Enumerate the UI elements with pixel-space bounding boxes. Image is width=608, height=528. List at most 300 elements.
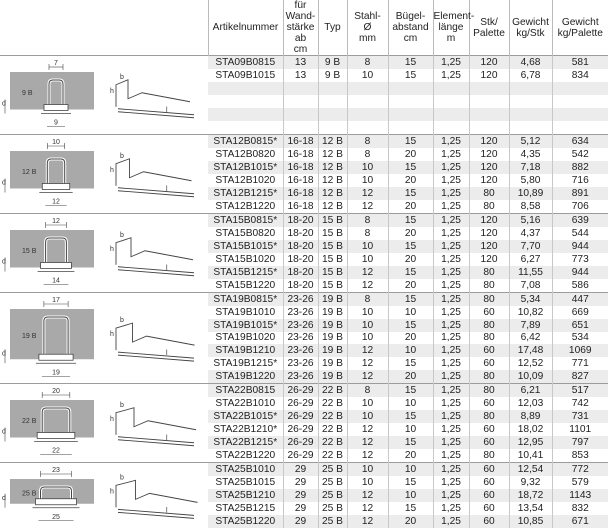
cell-gewicht-stk: 18,72 [509, 489, 552, 502]
cell-stahl: 10 [347, 240, 388, 253]
cell-artikelnummer: STA22B1215* [208, 436, 283, 449]
cell-elementlaenge [433, 108, 469, 121]
b-label: b [120, 74, 124, 81]
cell-gewicht-palette: 771 [552, 357, 608, 370]
cell-artikelnummer: STA12B1015* [208, 161, 283, 174]
cell-artikelnummer: STA15B0815* [208, 214, 283, 228]
cell-buegelabstand: 15 [388, 69, 433, 82]
cell-typ: 9 B [318, 56, 347, 70]
h-label: h [110, 167, 114, 174]
l-label: l [166, 350, 168, 357]
cell-stk-palette: 60 [469, 502, 509, 515]
b-label: b [120, 153, 124, 160]
header-perspective-spacer [104, 0, 208, 56]
cell-wandstaerke: 23-26 [283, 344, 318, 357]
rail-perspective [118, 188, 194, 194]
cell-stk-palette: 80 [469, 449, 509, 463]
cell-stahl: 12 [347, 266, 388, 279]
h-label: h [110, 416, 114, 423]
cell-gewicht-stk: 12,52 [509, 357, 552, 370]
bottom-dimension-label: 9 [54, 120, 58, 127]
cell-gewicht-palette: 517 [552, 384, 608, 398]
cell-stahl: 10 [347, 174, 388, 187]
cell-stahl: 8 [347, 384, 388, 398]
cell-stahl: 10 [347, 306, 388, 319]
cell-elementlaenge: 1,25 [433, 69, 469, 82]
cell-stahl: 8 [347, 135, 388, 149]
rail-perspective [118, 109, 194, 115]
header-stahl: Stahl- Ø mm [347, 0, 388, 56]
cell-elementlaenge: 1,25 [433, 293, 469, 306]
cell-stahl: 10 [347, 253, 388, 266]
cell-wandstaerke: 23-26 [283, 370, 318, 383]
d-label: d [2, 350, 6, 357]
cell-typ: 12 B [318, 187, 347, 200]
cell-artikelnummer: STA25B1010 [208, 463, 283, 477]
cell-stahl: 12 [347, 279, 388, 293]
cell-buegelabstand [388, 121, 433, 135]
cell-buegelabstand: 20 [388, 148, 433, 161]
cell-stk-palette: 80 [469, 200, 509, 214]
cell-wandstaerke: 13 [283, 56, 318, 70]
cell-buegelabstand: 10 [388, 489, 433, 502]
cell-stk-palette: 80 [469, 319, 509, 332]
cell-gewicht-stk: 10,09 [509, 370, 552, 383]
cell-buegelabstand: 20 [388, 515, 433, 528]
cell-buegelabstand: 15 [388, 384, 433, 398]
cell-elementlaenge: 1,25 [433, 410, 469, 423]
cell-artikelnummer: STA12B0815* [208, 135, 283, 149]
cell-wandstaerke [283, 108, 318, 121]
cell-stk-palette: 60 [469, 436, 509, 449]
cell-wandstaerke: 29 [283, 502, 318, 515]
cell-stahl: 12 [347, 357, 388, 370]
base-rail [42, 184, 69, 190]
cell-stk-palette: 120 [469, 135, 509, 149]
base-rail [39, 354, 73, 360]
cell-wandstaerke: 18-20 [283, 240, 318, 253]
cell-gewicht-palette: 797 [552, 436, 608, 449]
cell-artikelnummer: STA15B1215* [208, 266, 283, 279]
cell-gewicht-palette: 1101 [552, 423, 608, 436]
cell-elementlaenge: 1,25 [433, 489, 469, 502]
cell-stahl: 12 [347, 449, 388, 463]
cell-elementlaenge: 1,25 [433, 515, 469, 528]
cell-artikelnummer: STA19B1010 [208, 306, 283, 319]
cell-elementlaenge: 1,25 [433, 370, 469, 383]
cell-gewicht-palette: 832 [552, 502, 608, 515]
b-label: b [120, 232, 124, 239]
cell-stk-palette: 60 [469, 515, 509, 528]
l-label: l [166, 107, 168, 114]
cell-artikelnummer: STA15B1020 [208, 253, 283, 266]
cell-gewicht-stk: 10,85 [509, 515, 552, 528]
cell-artikelnummer: STA09B0815 [208, 56, 283, 70]
cell-artikelnummer: STA22B1210* [208, 423, 283, 436]
cell-wandstaerke: 16-18 [283, 148, 318, 161]
cell-buegelabstand: 15 [388, 214, 433, 228]
perspective-diagram [104, 463, 208, 528]
cell-buegelabstand: 20 [388, 253, 433, 266]
cell-artikelnummer: STA15B1015* [208, 240, 283, 253]
cell-stk-palette [469, 82, 509, 95]
cell-artikelnummer: STA09B1015 [208, 69, 283, 82]
cell-stk-palette: 120 [469, 56, 509, 70]
cell-stk-palette: 80 [469, 332, 509, 345]
cell-stahl: 12 [347, 370, 388, 383]
cell-gewicht-palette: 671 [552, 515, 608, 528]
cell-wandstaerke: 26-29 [283, 410, 318, 423]
cell-gewicht-stk: 8,89 [509, 410, 552, 423]
cell-stahl: 8 [347, 148, 388, 161]
cell-typ: 19 B [318, 332, 347, 345]
cell-typ: 12 B [318, 161, 347, 174]
cell-gewicht-palette: 542 [552, 148, 608, 161]
perspective-svg [104, 135, 208, 213]
cell-stk-palette: 120 [469, 227, 509, 240]
bottom-dimension-label: 14 [52, 278, 60, 285]
cell-stahl: 8 [347, 56, 388, 70]
cell-buegelabstand: 15 [388, 240, 433, 253]
cell-typ: 15 B [318, 253, 347, 266]
d-label: d [2, 180, 6, 187]
cell-stahl: 10 [347, 476, 388, 489]
cell-wandstaerke: 18-20 [283, 253, 318, 266]
cell-wandstaerke: 23-26 [283, 306, 318, 319]
cell-gewicht-stk: 10,82 [509, 306, 552, 319]
cell-typ: 25 B [318, 489, 347, 502]
cell-artikelnummer: STA12B1215* [208, 187, 283, 200]
cell-stk-palette: 80 [469, 410, 509, 423]
rail-perspective [118, 112, 194, 118]
cell-stahl: 12 [347, 187, 388, 200]
perspective-svg [104, 56, 208, 134]
l-label: l [166, 186, 168, 193]
cell-buegelabstand: 15 [388, 476, 433, 489]
h-label: h [110, 331, 114, 338]
cell-typ: 15 B [318, 279, 347, 293]
cell-elementlaenge: 1,25 [433, 436, 469, 449]
cell-wandstaerke: 29 [283, 476, 318, 489]
cell-buegelabstand: 15 [388, 266, 433, 279]
perspective-svg [104, 463, 208, 528]
cell-stahl: 12 [347, 436, 388, 449]
cell-artikelnummer [208, 95, 283, 108]
cell-buegelabstand: 20 [388, 449, 433, 463]
cell-buegelabstand: 15 [388, 410, 433, 423]
cell-elementlaenge: 1,25 [433, 344, 469, 357]
cell-gewicht-stk: 12,95 [509, 436, 552, 449]
cell-stk-palette: 80 [469, 279, 509, 293]
cell-typ: 15 B [318, 214, 347, 228]
cell-typ [318, 108, 347, 121]
cell-gewicht-palette [552, 95, 608, 108]
cell-gewicht-palette: 742 [552, 397, 608, 410]
cell-stahl: 8 [347, 293, 388, 306]
header-gewicht-palette: Gewicht kg/Palette [552, 0, 608, 56]
cell-stahl: 10 [347, 69, 388, 82]
cell-wandstaerke: 29 [283, 515, 318, 528]
cell-gewicht-palette: 447 [552, 293, 608, 306]
cell-wandstaerke: 18-20 [283, 214, 318, 228]
bottom-dimension-label: 19 [52, 369, 60, 376]
table-row [0, 463, 608, 477]
cell-gewicht-palette: 651 [552, 319, 608, 332]
cell-stk-palette: 80 [469, 370, 509, 383]
cell-typ: 12 B [318, 135, 347, 149]
cell-wandstaerke: 29 [283, 463, 318, 477]
cell-gewicht-stk: 5,34 [509, 293, 552, 306]
cell-elementlaenge: 1,25 [433, 319, 469, 332]
cell-gewicht-stk [509, 121, 552, 135]
cell-wandstaerke: 18-20 [283, 279, 318, 293]
cell-artikelnummer: STA12B1220 [208, 200, 283, 214]
cell-gewicht-palette [552, 121, 608, 135]
rail-perspective [118, 191, 194, 197]
cell-typ [318, 121, 347, 135]
cell-buegelabstand: 20 [388, 174, 433, 187]
cell-buegelabstand [388, 108, 433, 121]
cell-typ: 12 B [318, 148, 347, 161]
cell-elementlaenge: 1,25 [433, 56, 469, 70]
cell-artikelnummer: STA19B1220 [208, 370, 283, 383]
top-dimension-label: 20 [52, 388, 60, 395]
cell-gewicht-palette: 827 [552, 370, 608, 383]
cross-section-diagram [0, 56, 104, 135]
cell-elementlaenge: 1,25 [433, 357, 469, 370]
h-label: h [110, 88, 114, 95]
cell-stahl [347, 95, 388, 108]
cell-stk-palette [469, 121, 509, 135]
cell-stahl: 12 [347, 502, 388, 515]
cell-typ: 19 B [318, 370, 347, 383]
cell-gewicht-stk: 10,89 [509, 187, 552, 200]
cell-gewicht-stk [509, 82, 552, 95]
cell-typ: 19 B [318, 319, 347, 332]
cell-gewicht-palette: 534 [552, 332, 608, 345]
cell-gewicht-palette: 544 [552, 227, 608, 240]
cell-elementlaenge: 1,25 [433, 148, 469, 161]
table-row [0, 214, 608, 228]
cell-buegelabstand: 10 [388, 344, 433, 357]
header-typ: Typ [318, 0, 347, 56]
d-label: d [2, 429, 6, 436]
cell-gewicht-stk: 7,89 [509, 319, 552, 332]
cell-wandstaerke [283, 82, 318, 95]
cell-buegelabstand [388, 95, 433, 108]
header-stk-palette: Stk/ Palette [469, 0, 509, 56]
perspective-svg [104, 293, 208, 383]
cell-wandstaerke: 16-18 [283, 200, 318, 214]
cell-typ [318, 82, 347, 95]
cell-gewicht-stk: 9,32 [509, 476, 552, 489]
cell-typ: 15 B [318, 266, 347, 279]
type-label: 9 B [22, 90, 33, 97]
cell-stk-palette: 80 [469, 187, 509, 200]
cell-gewicht-palette: 944 [552, 266, 608, 279]
cell-elementlaenge: 1,25 [433, 174, 469, 187]
cell-gewicht-palette: 1069 [552, 344, 608, 357]
cell-stk-palette [469, 95, 509, 108]
cell-buegelabstand: 15 [388, 502, 433, 515]
cell-gewicht-palette: 882 [552, 161, 608, 174]
cell-artikelnummer: STA22B1220 [208, 449, 283, 463]
perspective-diagram [104, 214, 208, 293]
cross-section-svg [0, 214, 104, 292]
cell-gewicht-stk: 18,02 [509, 423, 552, 436]
cell-wandstaerke: 29 [283, 489, 318, 502]
cell-gewicht-palette [552, 82, 608, 95]
cell-buegelabstand [388, 82, 433, 95]
bottom-dimension-label: 22 [52, 448, 60, 455]
cell-artikelnummer [208, 108, 283, 121]
cell-stahl [347, 121, 388, 135]
cross-section-diagram [0, 463, 104, 528]
cell-stk-palette: 80 [469, 293, 509, 306]
cell-stk-palette: 120 [469, 161, 509, 174]
cell-buegelabstand: 20 [388, 332, 433, 345]
cell-gewicht-stk: 8,58 [509, 200, 552, 214]
cell-typ: 19 B [318, 306, 347, 319]
d-label: d [2, 495, 6, 502]
cell-wandstaerke: 26-29 [283, 397, 318, 410]
cell-typ: 22 B [318, 436, 347, 449]
cell-wandstaerke: 23-26 [283, 293, 318, 306]
perspective-diagram [104, 293, 208, 384]
cross-section-diagram [0, 384, 104, 463]
type-label: 15 B [22, 248, 37, 255]
cell-typ: 12 B [318, 200, 347, 214]
cell-stahl: 12 [347, 515, 388, 528]
cell-buegelabstand: 10 [388, 463, 433, 477]
cell-typ: 25 B [318, 476, 347, 489]
cell-artikelnummer: STA19B1215* [208, 357, 283, 370]
cell-stk-palette: 120 [469, 253, 509, 266]
cell-artikelnummer: STA22B1015* [208, 410, 283, 423]
cell-gewicht-palette: 586 [552, 279, 608, 293]
cell-buegelabstand: 15 [388, 56, 433, 70]
cell-stk-palette: 60 [469, 423, 509, 436]
top-dimension-label: 23 [52, 467, 60, 474]
cell-gewicht-stk: 13,54 [509, 502, 552, 515]
header-artikelnummer: Artikelnummer [208, 0, 283, 56]
cell-artikelnummer: STA12B0820 [208, 148, 283, 161]
cell-artikelnummer: STA19B0815* [208, 293, 283, 306]
header-gewicht-stk: Gewicht kg/Stk [509, 0, 552, 56]
cell-buegelabstand: 10 [388, 423, 433, 436]
cell-typ: 25 B [318, 515, 347, 528]
cell-gewicht-palette: 834 [552, 69, 608, 82]
stirrup-perspective [116, 159, 192, 186]
table-body [0, 56, 608, 528]
cell-wandstaerke: 18-20 [283, 266, 318, 279]
cell-buegelabstand: 20 [388, 279, 433, 293]
cell-gewicht-stk: 6,27 [509, 253, 552, 266]
cell-artikelnummer: STA15B0820 [208, 227, 283, 240]
cell-artikelnummer: STA19B1210 [208, 344, 283, 357]
cross-section-diagram [0, 214, 104, 293]
rail-perspective [118, 267, 194, 273]
cross-section-diagram [0, 135, 104, 214]
d-label: d [2, 101, 6, 108]
cell-wandstaerke: 23-26 [283, 357, 318, 370]
cell-buegelabstand: 10 [388, 306, 433, 319]
cell-gewicht-stk: 5,16 [509, 214, 552, 228]
cell-wandstaerke: 26-29 [283, 384, 318, 398]
cell-gewicht-stk: 4,37 [509, 227, 552, 240]
base-rail [41, 263, 72, 269]
cell-gewicht-stk: 4,35 [509, 148, 552, 161]
cell-artikelnummer [208, 121, 283, 135]
cell-typ [318, 95, 347, 108]
rail-perspective [118, 437, 194, 443]
cell-buegelabstand: 15 [388, 319, 433, 332]
cell-stahl: 10 [347, 410, 388, 423]
cell-gewicht-stk: 17,48 [509, 344, 552, 357]
base-rail [44, 105, 68, 111]
cell-wandstaerke [283, 121, 318, 135]
cell-gewicht-stk: 12,03 [509, 397, 552, 410]
cell-stk-palette: 120 [469, 240, 509, 253]
cell-stahl: 10 [347, 463, 388, 477]
cell-typ: 15 B [318, 240, 347, 253]
cell-gewicht-palette: 891 [552, 187, 608, 200]
cell-stahl: 12 [347, 344, 388, 357]
top-dimension-label: 10 [52, 139, 60, 146]
stirrup-perspective [116, 408, 196, 435]
cell-typ: 22 B [318, 410, 347, 423]
cell-stk-palette: 120 [469, 174, 509, 187]
l-label: l [166, 507, 168, 514]
header-wandstaerke: für Wand- stärke ab cm [283, 0, 318, 56]
cell-elementlaenge: 1,25 [433, 227, 469, 240]
cell-wandstaerke: 26-29 [283, 423, 318, 436]
cell-elementlaenge: 1,25 [433, 306, 469, 319]
cell-stk-palette: 120 [469, 214, 509, 228]
cell-stahl [347, 82, 388, 95]
cell-typ: 22 B [318, 397, 347, 410]
cell-stahl: 8 [347, 227, 388, 240]
cell-gewicht-palette: 716 [552, 174, 608, 187]
type-label: 12 B [22, 169, 37, 176]
cell-stahl [347, 108, 388, 121]
cell-gewicht-stk: 5,12 [509, 135, 552, 149]
cell-buegelabstand: 15 [388, 293, 433, 306]
cell-elementlaenge: 1,25 [433, 161, 469, 174]
cell-wandstaerke: 23-26 [283, 319, 318, 332]
cell-wandstaerke: 16-18 [283, 135, 318, 149]
cell-gewicht-stk: 7,70 [509, 240, 552, 253]
cell-stk-palette: 60 [469, 357, 509, 370]
rail-perspective [118, 440, 194, 446]
cell-elementlaenge [433, 95, 469, 108]
cell-artikelnummer: STA25B1220 [208, 515, 283, 528]
cell-stk-palette [469, 108, 509, 121]
type-label: 19 B [22, 333, 37, 340]
cell-gewicht-stk: 11,55 [509, 266, 552, 279]
perspective-diagram [104, 56, 208, 135]
cell-gewicht-palette: 639 [552, 214, 608, 228]
cell-gewicht-stk: 10,41 [509, 449, 552, 463]
cell-stahl: 8 [347, 214, 388, 228]
cell-wandstaerke: 18-20 [283, 227, 318, 240]
cell-typ: 15 B [318, 227, 347, 240]
cell-stk-palette: 80 [469, 266, 509, 279]
cell-stk-palette: 60 [469, 306, 509, 319]
cell-wandstaerke: 16-18 [283, 187, 318, 200]
cell-buegelabstand: 15 [388, 161, 433, 174]
perspective-diagram [104, 384, 208, 463]
